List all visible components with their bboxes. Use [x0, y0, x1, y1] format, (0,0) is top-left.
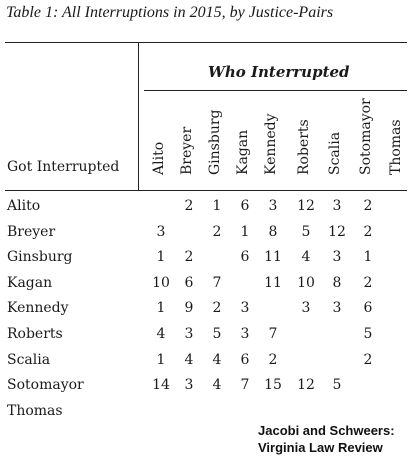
column-header-label: Kagan: [235, 129, 251, 175]
row-label-sotomayor: Sotomayor: [7, 377, 84, 394]
table-cell: 3: [240, 300, 250, 317]
table-cell: 6: [240, 249, 250, 266]
row-header-label: Got Interrupted: [7, 159, 120, 175]
table-cell: 14: [152, 377, 170, 394]
column-header-label: Thomas: [388, 119, 404, 175]
table-cell: 12: [297, 198, 315, 214]
table-cell: 2: [184, 249, 194, 266]
table-cell: 8: [332, 274, 342, 291]
table-cell: 1: [156, 249, 166, 266]
table-cell: 4: [212, 351, 222, 368]
table-cell: 1: [363, 249, 373, 266]
credit-line-2: Virginia Law Review: [258, 440, 383, 455]
table-cell: 1: [156, 351, 166, 368]
table-cell: 6: [184, 274, 194, 291]
table-cell: 12: [297, 377, 315, 394]
table-cell: 4: [184, 351, 194, 368]
table-cell: 1: [156, 300, 166, 317]
table-cell: 2: [363, 351, 373, 368]
row-label-roberts: Roberts: [7, 326, 63, 342]
table-cell: 2: [363, 274, 373, 291]
group-header: Who Interrupted: [208, 63, 350, 81]
row-label-kennedy: Kennedy: [7, 300, 69, 317]
table-cell: 10: [297, 274, 315, 291]
column-header-label: Alito: [151, 141, 167, 175]
table-cell: 3: [332, 300, 342, 317]
table-cell: 4: [212, 377, 222, 394]
column-header-label: Sotomayor: [358, 98, 374, 175]
table-caption: Table 1: All Interruptions in 2015, by Justice-Pairs: [6, 4, 334, 21]
table-cell: 3: [184, 326, 194, 342]
table-cell: 7: [268, 326, 278, 342]
table-cell: 7: [212, 274, 222, 291]
table-cell: 10: [152, 274, 170, 291]
table-cell: 8: [268, 223, 278, 240]
table-cell: 2: [212, 300, 222, 317]
table-cell: 15: [264, 377, 282, 394]
table-cell: 2: [184, 198, 194, 214]
table-cell: 3: [156, 223, 166, 240]
table-cell: 4: [156, 326, 166, 342]
table-cell: 2: [363, 198, 373, 214]
table-cell: 4: [301, 249, 311, 266]
column-header-label: Scalia: [327, 131, 343, 175]
table-cell: 7: [240, 377, 250, 394]
table-cell: 6: [240, 351, 250, 368]
table-cell: 11: [264, 249, 282, 266]
table-cell: 3: [268, 198, 278, 214]
table-cell: 12: [328, 223, 346, 240]
row-label-scalia: Scalia: [7, 351, 51, 368]
table-cell: 6: [240, 198, 250, 214]
table-cell: 6: [363, 300, 373, 317]
table-cell: 3: [240, 326, 250, 342]
row-label-breyer: Breyer: [7, 223, 56, 240]
column-header-label: Breyer: [179, 126, 195, 175]
table-cell: 2: [212, 223, 222, 240]
row-label-kagan: Kagan: [7, 274, 53, 291]
row-label-ginsburg: Ginsburg: [7, 249, 73, 266]
top-rule: [5, 42, 407, 43]
table-cell: 5: [332, 377, 342, 394]
header-vertical-rule: [138, 43, 139, 191]
table-cell: 11: [264, 274, 282, 291]
column-header-label: Ginsburg: [207, 109, 223, 175]
table-cell: 5: [301, 223, 311, 240]
row-label-thomas: Thomas: [7, 402, 63, 419]
table-cell: 1: [212, 198, 222, 214]
source-credit: [258, 422, 395, 456]
table-cell: 2: [268, 351, 278, 368]
table-cell: 5: [363, 326, 373, 342]
group-header-underline: [144, 90, 407, 91]
row-label-alito: Alito: [7, 198, 41, 214]
header-bottom-rule: [5, 190, 407, 191]
credit-line-1: Jacobi and Schweers:: [258, 423, 395, 438]
table-cell: 9: [184, 300, 194, 317]
table-cell: 2: [363, 223, 373, 240]
column-header-label: Roberts: [296, 119, 312, 175]
table-cell: 3: [332, 198, 342, 214]
table-cell: 1: [240, 223, 250, 240]
table-cell: 3: [332, 249, 342, 266]
table-cell: 5: [212, 326, 222, 342]
table-cell: 3: [301, 300, 311, 317]
table-cell: 3: [184, 377, 194, 394]
column-header-label: Kennedy: [263, 113, 279, 175]
